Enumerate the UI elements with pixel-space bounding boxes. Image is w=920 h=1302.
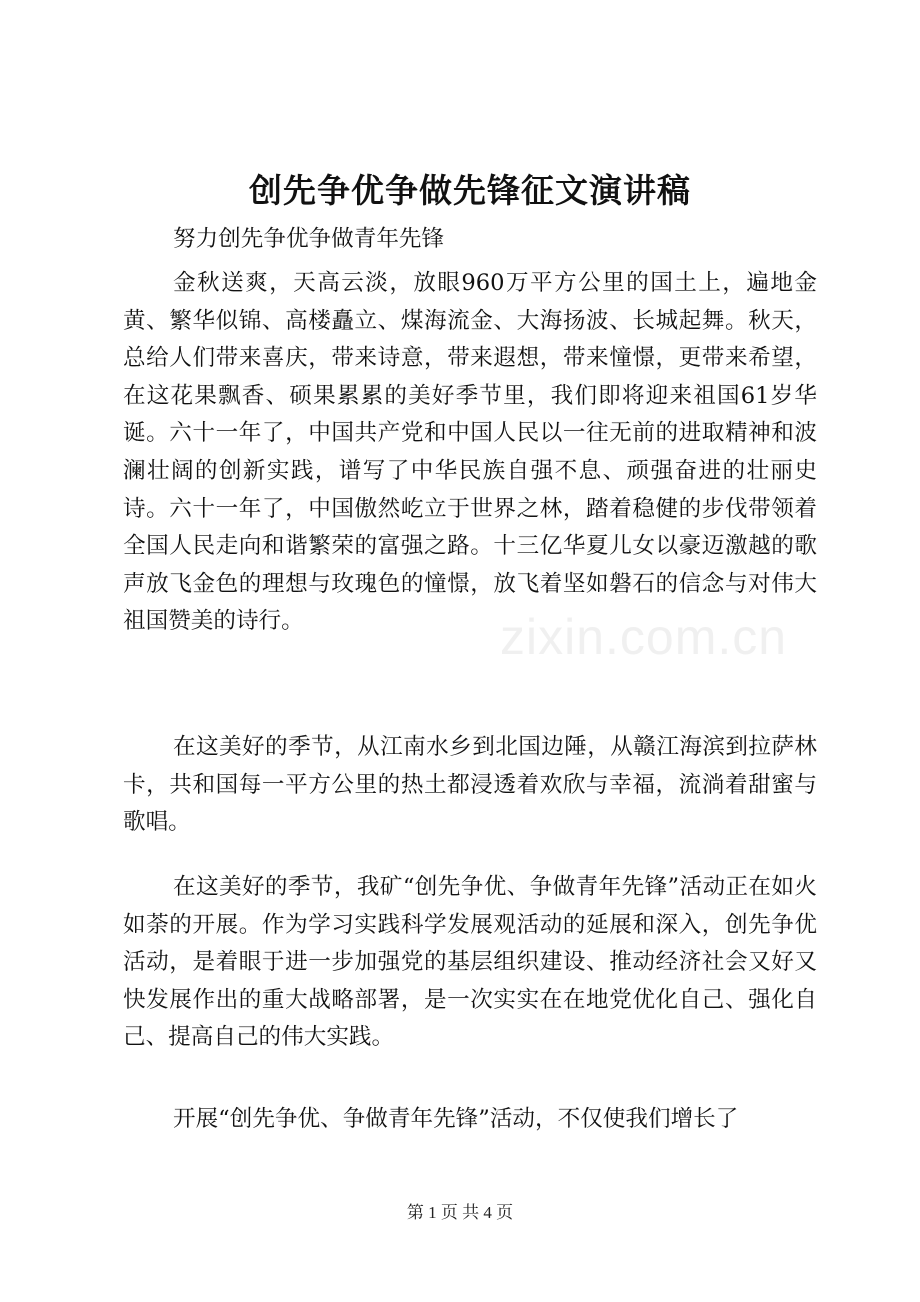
document-page: [123, 0, 817, 1302]
watermark-logo: zixin.com.cn: [500, 609, 788, 665]
paragraph-3: 在这美好的季节，我矿“创先争优、争做青年先锋”活动正在如火如荼的开展。作为学习实践科学发展观活动的延展和深入，创先争优活动，是着眼于进一步加强党的基层组织建设、推动经济社会又好又快发展作出的重大战略部署，是一次实实在在地党优化自己、强化自己、提高自己的伟大实践。: [123, 874, 817, 1051]
paragraph-4: 开展“创先争优、争做青年先锋”活动，不仅使我们增长了: [173, 1106, 739, 1132]
page-title: 创先争优争做先锋征文演讲稿: [249, 171, 691, 210]
subtitle: 努力创先争优争做青年先锋: [173, 226, 445, 252]
paragraph-2: 在这美好的季节，从江南水乡到北国边陲，从赣江海滨到拉萨林卡，共和国每一平方公里的热土都浸透着欢欣与幸福，流淌着甜蜜与歌唱。: [123, 734, 817, 836]
paragraph-1: 金秋送爽，天高云淡，放眼960万平方公里的国土上，遍地金黄、繁华似锦、高楼矗立、煤海流金、大海扬波、长城起舞。秋天，总给人们带来喜庆，带来诗意，带来遐想，带来憧憬，更带来希望，在这花果飘香、硕果累累的美好季节里，我们即将迎来祖国61岁华诞。六十一年了，中国共产党和中国人民以一往无前的进取精神和波澜壮阔的创新实践，谱写了中华民族自强不息、顽强奋进的壮丽史诗。六十一年了，中国傲然屹立于世界之林，踏着稳健的步伐带领着全国人民走向和谐繁荣的富强之路。十三亿华夏儿女以豪迈激越的歌声放飞金色的理想与玫瑰色的憧憬，放飞着坚如磐石的信念与对伟大祖国赞美的诗行。: [123, 270, 817, 635]
page-footer: 第 1 页 共 4 页: [406, 1203, 514, 1222]
